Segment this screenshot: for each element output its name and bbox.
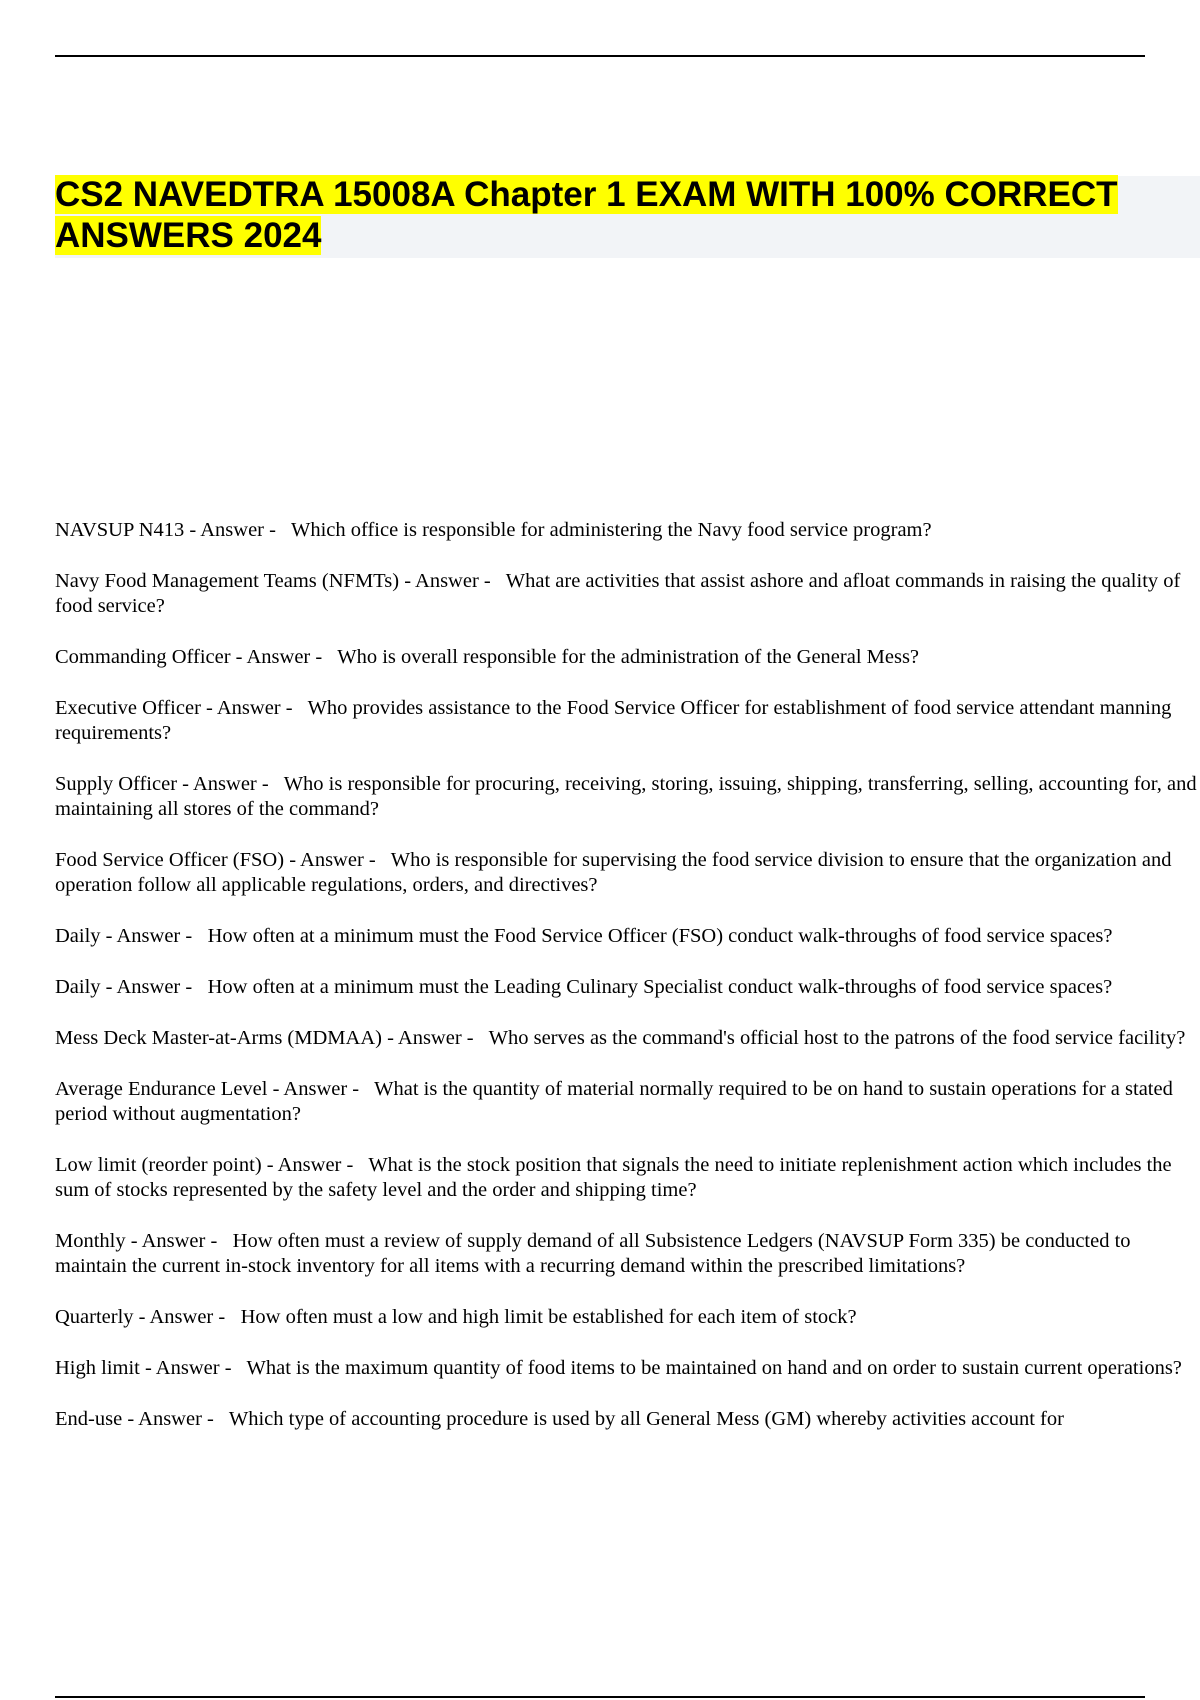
qa-item [55,1026,1200,1051]
qa-question: How often must a low and high limit be established for each item of stock? [240,1306,857,1328]
document-title [55,174,1165,256]
qa-separator: - Answer - [284,849,391,871]
qa-separator: - Answer - [122,1408,229,1430]
qa-separator: - Answer - [381,1027,489,1049]
qa-separator: - Answer - [267,1078,375,1100]
qa-question: Which office is responsible for administering the Navy food service program? [290,519,932,541]
qa-list [55,518,1200,1458]
qa-question: What is the maximum quantity of food items to be maintained on hand and on order to sustain current operations? [246,1357,1182,1379]
qa-item [55,975,1200,1000]
qa-answer: Mess Deck Master-at-Arms (MDMAA) [55,1027,382,1049]
qa-item [55,1077,1200,1127]
qa-separator: - Answer - [139,1357,247,1379]
qa-separator: - Answer - [399,570,506,592]
qa-answer: Daily [55,925,101,947]
qa-item [55,1305,1200,1330]
qa-question: Who provides assistance to the Food Service Officer for establishment of food service attendant manning requirements? [55,697,1172,744]
qa-item [55,1407,1200,1432]
qa-question: Which type of accounting procedure is used by all General Mess (GM) whereby activities account for [228,1408,1064,1430]
qa-question: What is the quantity of material normally required to be on hand to sustain operations for a stated period without augmentation? [55,1078,1173,1125]
top-rule [55,55,1145,57]
qa-item [55,518,1200,543]
bottom-rule [55,1696,1145,1698]
qa-question: How often at a minimum must the Food Service Officer (FSO) conduct walk-throughs of food service spaces? [207,925,1113,947]
qa-answer: End-use [55,1408,123,1430]
qa-answer: Food Service Officer (FSO) [55,849,285,871]
qa-item [55,1153,1200,1203]
qa-answer: Daily [55,976,101,998]
qa-separator: - Answer - [125,1230,233,1252]
qa-question: What is the stock position that signals the need to initiate replenishment action which includes the sum of stocks represented by the safety level and the order and shipping time? [55,1154,1172,1201]
qa-separator: - Answer - [230,646,338,668]
qa-question: How often at a minimum must the Leading Culinary Specialist conduct walk-throughs of food service spaces? [207,976,1113,998]
qa-separator: - Answer - [184,519,291,541]
qa-answer: Low limit (reorder point) [55,1154,262,1176]
qa-item [55,696,1200,746]
qa-answer: NAVSUP N413 [55,519,185,541]
qa-separator: - Answer - [177,773,284,795]
qa-separator: - Answer - [261,1154,369,1176]
qa-item [55,772,1200,822]
qa-answer: Executive Officer [55,697,201,719]
qa-separator: - Answer - [100,976,208,998]
qa-answer: Quarterly [55,1306,134,1328]
qa-item [55,924,1200,949]
qa-item [55,1356,1200,1381]
qa-question: Who is responsible for supervising the food service division to ensure that the organization and operation follow all applicable regulations, orders, and directives? [55,849,1172,896]
qa-question: What are activities that assist ashore and afloat commands in raising the quality of food service? [55,570,1181,617]
qa-question: Who is responsible for procuring, receiving, storing, issuing, shipping, transferring, selling, accounting for, and maintaining all stores of the command? [55,773,1197,820]
qa-item [55,848,1200,898]
qa-answer: High limit [55,1357,140,1379]
document-title-highlight: CS2 NAVEDTRA 15008A Chapter 1 EXAM WITH 100% CORRECT ANSWERS 2024 [55,175,1118,255]
qa-item [55,1229,1200,1279]
qa-answer: Navy Food Management Teams (NFMTs) [55,570,400,592]
qa-separator: - Answer - [133,1306,241,1328]
qa-answer: Supply Officer [55,773,178,795]
qa-answer: Monthly [55,1230,126,1252]
qa-answer: Average Endurance Level [55,1078,268,1100]
qa-answer: Commanding Officer [55,646,231,668]
qa-item [55,569,1200,619]
qa-question: How often must a review of supply demand of all Subsistence Ledgers (NAVSUP Form 335) be conducted to maintain the current in-stock inventory for all items with a recurring demand within the prescribed limitations? [55,1230,1131,1277]
qa-separator: - Answer - [100,925,208,947]
qa-question: Who serves as the command's official host to the patrons of the food service facility? [488,1027,1186,1049]
qa-item [55,645,1200,670]
qa-separator: - Answer - [200,697,308,719]
qa-question: Who is overall responsible for the administration of the General Mess? [337,646,920,668]
